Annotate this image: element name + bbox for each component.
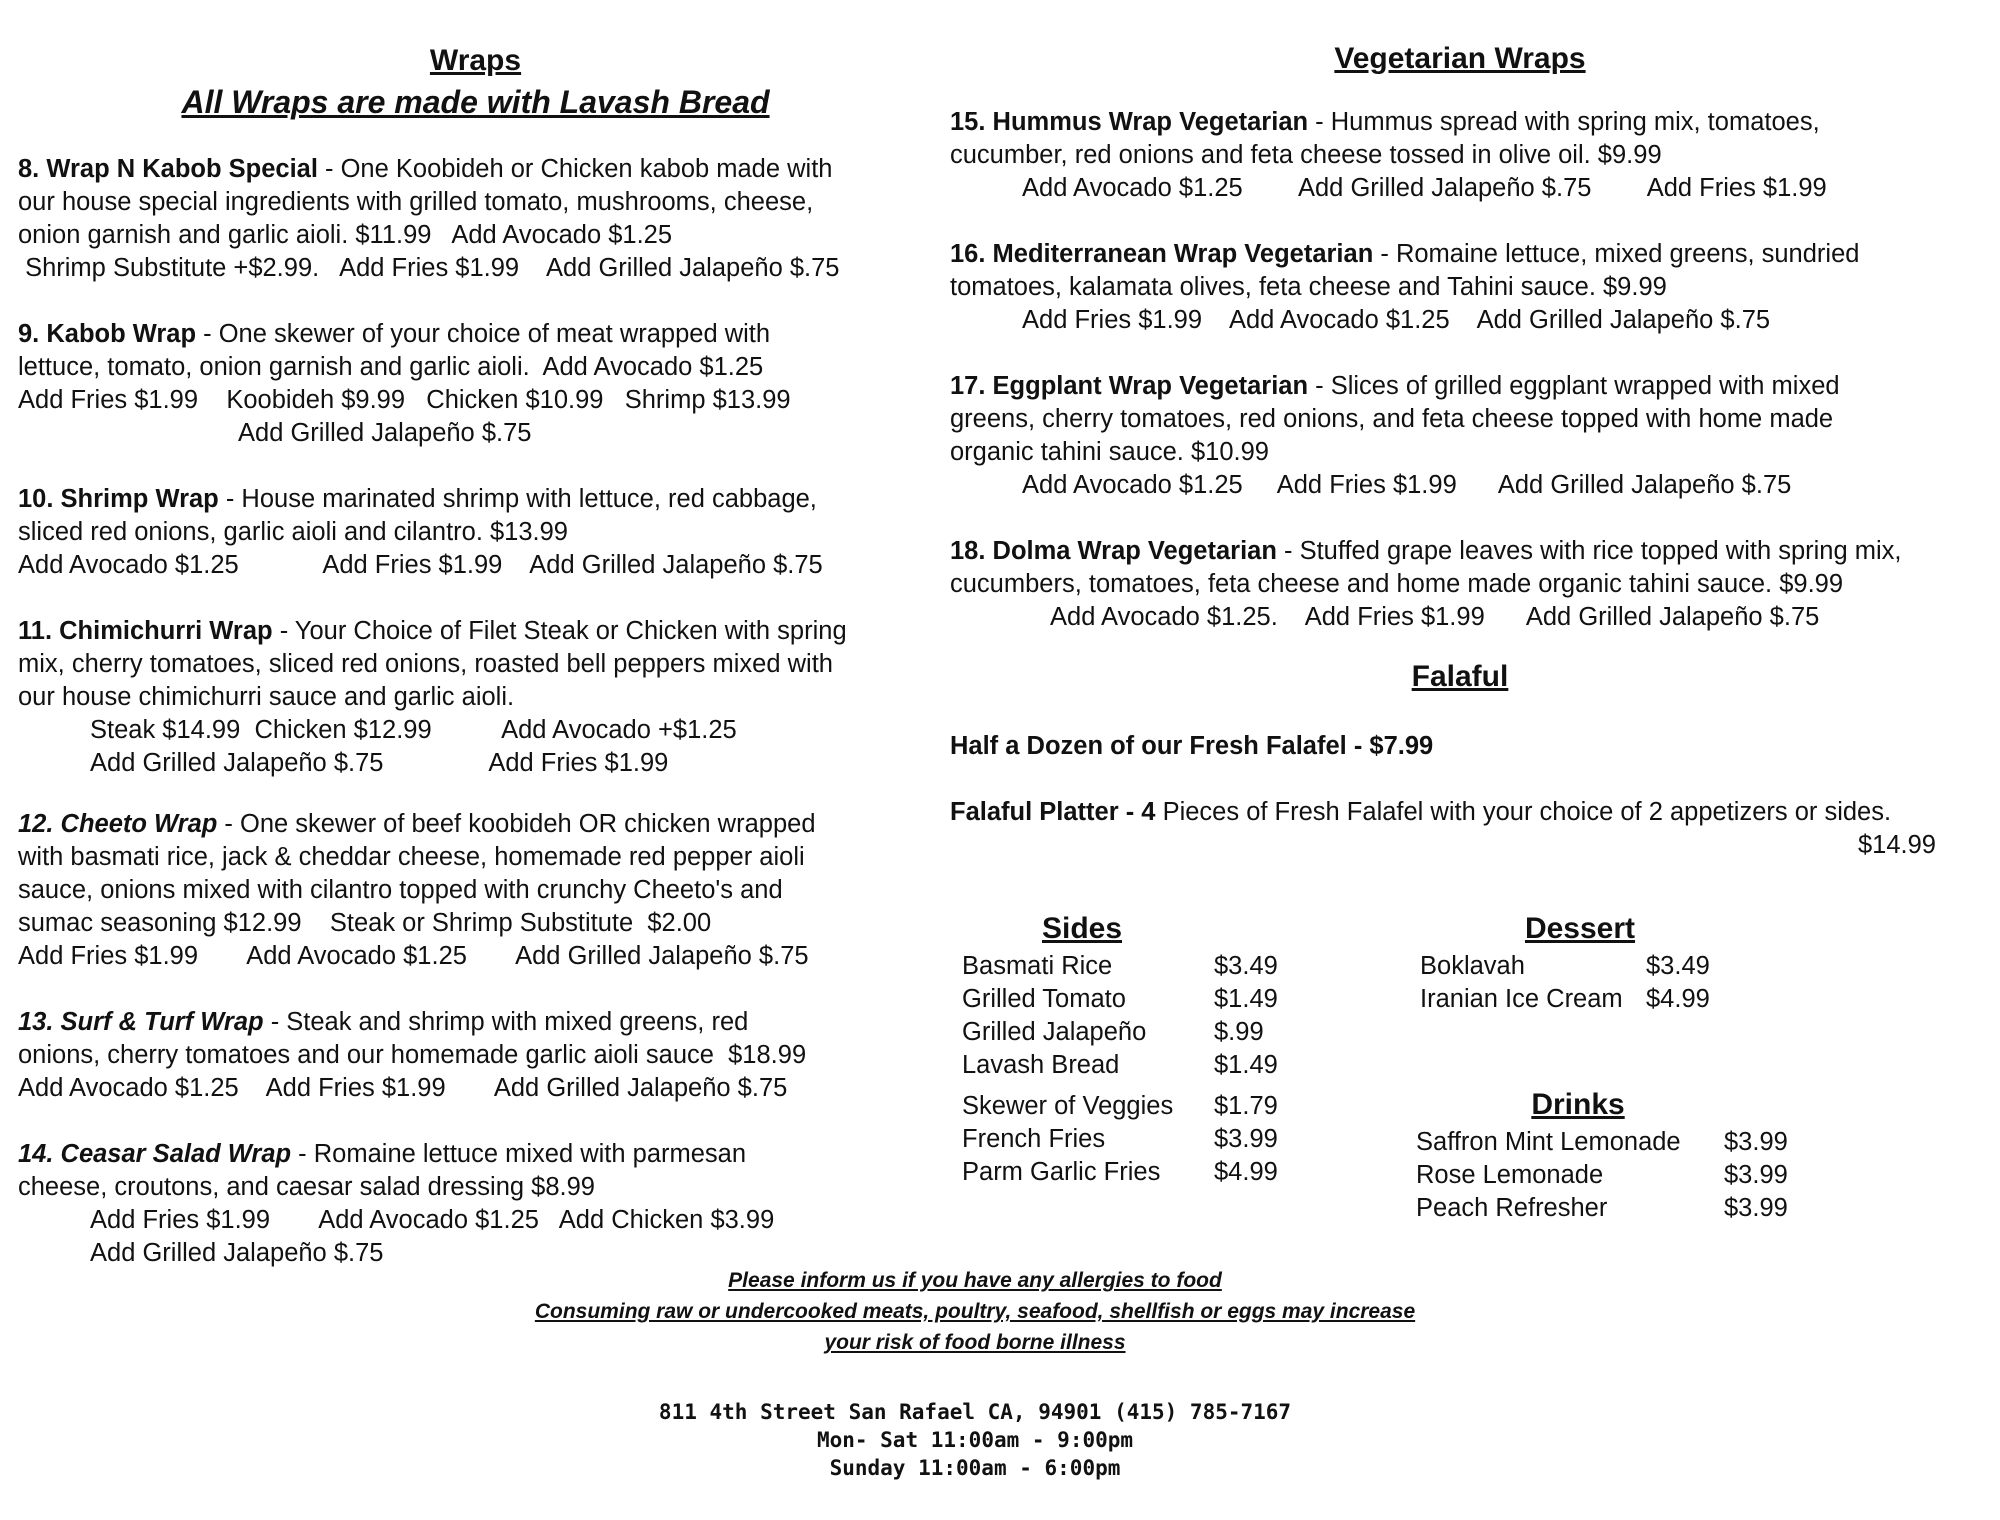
menu-item-text: mix, cherry tomatoes, sliced red onions, roasted bell peppers mixed with: [18, 650, 833, 678]
menu-item-first-line: [18, 1138, 933, 1171]
menu-item-text: Add Grilled Jalapeño $.75 Add Fries $1.99: [90, 749, 669, 777]
price-row: [1420, 983, 1780, 1016]
menu-item-text: Add Fries $1.99 Add Avocado $1.25 Add Chicken $3.99: [90, 1206, 775, 1234]
menu-item-line: [950, 172, 1990, 205]
price-row: [962, 1090, 1292, 1123]
menu-item: [18, 483, 933, 582]
item-name: Iranian Ice Cream: [1420, 985, 1623, 1013]
item-name: French Fries: [962, 1125, 1106, 1153]
allergy-line: Please inform us if you have any allergies to food: [728, 1269, 1222, 1292]
item-price: $1.49: [1214, 985, 1278, 1013]
menu-item-text: - One Koobideh or Chicken kabob made with: [317, 155, 833, 183]
menu-item-text: sumac seasoning $12.99 Steak or Shrimp Substitute $2.00: [18, 909, 712, 937]
menu-item-name: 11. Chimichurri Wrap: [18, 617, 273, 645]
menu-item-text: with basmati rice, jack & cheddar cheese, homemade red pepper aioli: [18, 843, 805, 871]
menu-item-line: [18, 186, 933, 219]
price-row: [1416, 1159, 1836, 1192]
falafel-platter-desc: Pieces of Fresh Falafel with your choice of 2 appetizers or sides.: [1155, 798, 1892, 826]
menu-item-first-line: [18, 483, 933, 516]
item-name: Basmati Rice: [962, 952, 1113, 980]
menu-item-text: onion garnish and garlic aioli. $11.99 Add Avocado $1.25: [18, 221, 673, 249]
menu-item-text: Add Avocado $1.25 Add Grilled Jalapeño $.75 Add Fries $1.99: [1022, 174, 1827, 202]
menu-item-text: tomatoes, kalamata olives, feta cheese and Tahini sauce. $9.99: [950, 273, 1667, 301]
item-name: Grilled Tomato: [962, 985, 1126, 1013]
menu-item-text: - Hummus spread with spring mix, tomatoes,: [1308, 108, 1820, 136]
menu-item: [950, 106, 1990, 205]
menu-item-first-line: [18, 153, 933, 186]
vegetarian-section: [950, 0, 1990, 1222]
menu-item-line: [950, 568, 1990, 601]
menu-item-line: [950, 436, 1990, 469]
menu-item-line: [950, 469, 1990, 502]
menu-item-name: 14. Ceasar Salad Wrap: [18, 1140, 292, 1168]
item-name: Grilled Jalapeño: [962, 1018, 1147, 1046]
menu-item-text: Add Avocado $1.25. Add Fries $1.99 Add Grilled Jalapeño $.75: [1050, 603, 1820, 631]
menu-item-line: [18, 940, 933, 973]
menu-item-text: onions, cherry tomatoes and our homemade garlic aioli sauce $18.99: [18, 1041, 807, 1069]
menu-item-text: sliced red onions, garlic aioli and cilantro. $13.99: [18, 518, 568, 546]
item-price: $3.99: [1724, 1161, 1788, 1189]
menu-item-name: 8. Wrap N Kabob Special: [18, 155, 318, 183]
menu-item-text: - House marinated shrimp with lettuce, red cabbage,: [218, 485, 817, 513]
menu-item-line: [950, 139, 1990, 172]
menu-item-line: [18, 681, 933, 714]
menu-item-line: [950, 403, 1990, 436]
menu-item-text: - Romaine lettuce, mixed greens, sundried: [1373, 240, 1860, 268]
menu-item-line: [950, 271, 1990, 304]
sides-section: [962, 912, 1292, 1189]
item-price: $1.79: [1214, 1092, 1278, 1120]
falafel-half-dozen: Half a Dozen of our Fresh Falafel - $7.99: [950, 732, 1434, 760]
price-row: [962, 950, 1292, 983]
menu-item-text: Add Grilled Jalapeño $.75: [238, 419, 532, 447]
menu-item-text: - Stuffed grape leaves with rice topped with spring mix,: [1276, 537, 1902, 565]
menu-item-line: [18, 874, 933, 907]
hours-weekday: Mon- Sat 11:00am - 9:00pm: [816, 1428, 1134, 1452]
menu-item-line: [18, 219, 933, 252]
menu-item-line: [950, 601, 1990, 634]
menu-item-text: Add Avocado $1.25 Add Fries $1.99 Add Grilled Jalapeño $.75: [1022, 471, 1792, 499]
menu-item: [950, 238, 1990, 337]
menu-item-text: sauce, onions mixed with cilantro topped with crunchy Cheeto's and: [18, 876, 783, 904]
price-row: [962, 1156, 1292, 1189]
item-name: Lavash Bread: [962, 1051, 1120, 1079]
item-name: Saffron Mint Lemonade: [1416, 1128, 1681, 1156]
menu-item-text: organic tahini sauce. $10.99: [950, 438, 1269, 466]
menu-item-line: [18, 384, 933, 417]
menu-item-name: 16. Mediterranean Wrap Vegetarian: [950, 240, 1374, 268]
item-price: $1.49: [1214, 1051, 1278, 1079]
falafel-platter: [950, 796, 1990, 829]
warning-line-1: Consuming raw or undercooked meats, poultry, seafood, shellfish or eggs may increase: [534, 1300, 1416, 1323]
menu-item: [18, 318, 933, 450]
item-price: $4.99: [1646, 985, 1710, 1013]
price-row: [962, 983, 1292, 1016]
menu-item-line: [18, 252, 933, 285]
menu-item-first-line: [950, 238, 1990, 271]
dessert-title: Dessert: [1524, 912, 1636, 945]
menu-item-name: 9. Kabob Wrap: [18, 320, 197, 348]
menu-item-text: lettuce, tomato, onion garnish and garlic aioli. Add Avocado $1.25: [18, 353, 764, 381]
menu-item-text: - Your Choice of Filet Steak or Chicken with spring: [272, 617, 847, 645]
menu-item: [18, 1138, 933, 1270]
item-name: Rose Lemonade: [1416, 1161, 1604, 1189]
menu-item: [950, 535, 1990, 634]
price-row: [962, 1016, 1292, 1049]
menu-item-text: cucumbers, tomatoes, feta cheese and home made organic tahini sauce. $9.99: [950, 570, 1844, 598]
wraps-title: Wraps: [429, 44, 522, 77]
menu-item-first-line: [18, 615, 933, 648]
item-price: $3.49: [1646, 952, 1710, 980]
menu-item-line: [18, 841, 933, 874]
menu-item-first-line: [950, 370, 1990, 403]
menu-item-line: [18, 907, 933, 940]
menu-item-text: - Slices of grilled eggplant wrapped with mixed: [1308, 372, 1840, 400]
menu-item-name: 13. Surf & Turf Wrap: [18, 1008, 264, 1036]
menu-item-text: Add Avocado $1.25 Add Fries $1.99 Add Grilled Jalapeño $.75: [18, 551, 823, 579]
menu-item-line: [18, 648, 933, 681]
menu-item-first-line: [18, 1006, 933, 1039]
item-price: $4.99: [1214, 1158, 1278, 1186]
menu-item-line: [18, 351, 933, 384]
contact-info: [0, 1398, 1950, 1482]
menu-item-text: - One skewer of your choice of meat wrapped with: [196, 320, 771, 348]
menu-item-first-line: [18, 808, 933, 841]
item-name: Skewer of Veggies: [962, 1092, 1174, 1120]
menu-item-text: cucumber, red onions and feta cheese tossed in olive oil. $9.99: [950, 141, 1662, 169]
price-row: [1420, 950, 1780, 983]
menu-item-name: 15. Hummus Wrap Vegetarian: [950, 108, 1309, 136]
item-price: $3.49: [1214, 952, 1278, 980]
menu-item-name: 12. Cheeto Wrap: [18, 810, 218, 838]
allergy-notice: [0, 1265, 1950, 1358]
menu-item-text: Add Grilled Jalapeño $.75: [90, 1239, 384, 1267]
sides-title: Sides: [1041, 912, 1123, 945]
menu-item-text: our house chimichurri sauce and garlic aioli.: [18, 683, 515, 711]
menu-item-name: 18. Dolma Wrap Vegetarian: [950, 537, 1277, 565]
item-price: $3.99: [1724, 1194, 1788, 1222]
falafel-title: Falaful: [1411, 660, 1509, 693]
menu-item-line: [18, 1171, 933, 1204]
menu-item-line: [18, 516, 933, 549]
falafel-platter-price: $14.99: [1858, 831, 1936, 859]
item-price: $.99: [1214, 1018, 1264, 1046]
menu-item-line: [18, 417, 933, 450]
wraps-section: [18, 0, 933, 1270]
menu-item-line: [18, 747, 933, 780]
item-name: Boklavah: [1420, 952, 1525, 980]
menu-item-name: 10. Shrimp Wrap: [18, 485, 219, 513]
menu-item-line: [18, 549, 933, 582]
menu-item-first-line: [950, 106, 1990, 139]
menu-item-text: our house special ingredients with grilled tomato, mushrooms, cheese,: [18, 188, 814, 216]
item-name: Parm Garlic Fries: [962, 1158, 1161, 1186]
hours-sunday: Sunday 11:00am - 6:00pm: [829, 1456, 1121, 1480]
address: 811 4th Street San Rafael CA, 94901 (415) 785-7167: [658, 1400, 1292, 1424]
menu-item: [950, 370, 1990, 502]
item-name: Peach Refresher: [1416, 1194, 1608, 1222]
menu-item-text: Add Avocado $1.25 Add Fries $1.99 Add Grilled Jalapeño $.75: [18, 1074, 788, 1102]
menu-item: [18, 808, 933, 973]
menu-item-text: Steak $14.99 Chicken $12.99 Add Avocado +$1.25: [90, 716, 737, 744]
item-price: $3.99: [1724, 1128, 1788, 1156]
menu-item-text: - Steak and shrimp with mixed greens, red: [263, 1008, 749, 1036]
price-row: [1416, 1192, 1836, 1225]
menu-item-text: Add Fries $1.99 Add Avocado $1.25 Add Grilled Jalapeño $.75: [18, 942, 809, 970]
menu-item-text: cheese, croutons, and caesar salad dressing $8.99: [18, 1173, 595, 1201]
menu-item-line: [18, 1072, 933, 1105]
menu-item-text: - One skewer of beef koobideh OR chicken wrapped: [217, 810, 816, 838]
price-row: [962, 1049, 1292, 1082]
menu-item-line: [18, 1039, 933, 1072]
menu-item-text: - Romaine lettuce mixed with parmesan: [291, 1140, 747, 1168]
menu-item-text: Shrimp Substitute +$2.99. Add Fries $1.99 Add Grilled Jalapeño $.75: [18, 254, 840, 282]
menu-item-first-line: [950, 535, 1990, 568]
menu-item-text: Add Fries $1.99 Koobideh $9.99 Chicken $10.99 Shrimp $13.99: [18, 386, 791, 414]
drinks-title: Drinks: [1531, 1088, 1625, 1121]
price-row: [962, 1123, 1292, 1156]
wraps-subtitle: All Wraps are made with Lavash Bread: [181, 84, 770, 120]
falafel-platter-name: Falaful Platter - 4: [950, 798, 1156, 826]
drinks-section: [1416, 1088, 1836, 1225]
price-row: [1416, 1126, 1836, 1159]
menu-item-line: [950, 304, 1990, 337]
menu-item-line: [18, 1204, 933, 1237]
menu-item: [18, 153, 933, 285]
dessert-section: [1420, 912, 1780, 1016]
menu-item-text: greens, cherry tomatoes, red onions, and feta cheese topped with home made: [950, 405, 1834, 433]
warning-line-2: your risk of food borne illness: [824, 1331, 1126, 1354]
vegetarian-title: Vegetarian Wraps: [1334, 42, 1586, 75]
item-price: $3.99: [1214, 1125, 1278, 1153]
menu-item: [18, 1006, 933, 1105]
menu-item: [18, 615, 933, 780]
menu-item-text: Add Fries $1.99 Add Avocado $1.25 Add Grilled Jalapeño $.75: [1022, 306, 1771, 334]
menu-item-line: [18, 714, 933, 747]
menu-item-name: 17. Eggplant Wrap Vegetarian: [950, 372, 1309, 400]
menu-item-first-line: [18, 318, 933, 351]
